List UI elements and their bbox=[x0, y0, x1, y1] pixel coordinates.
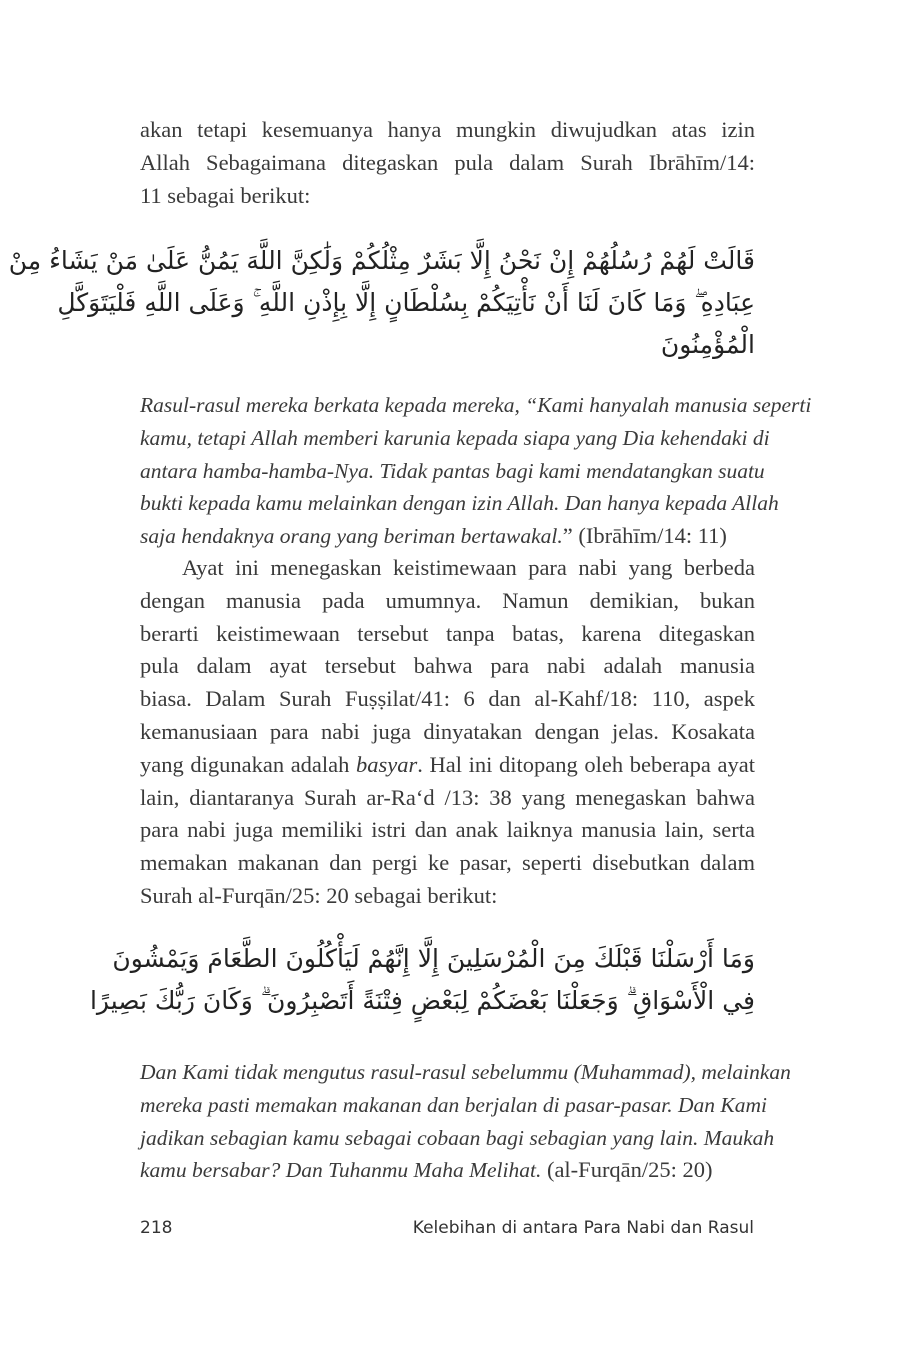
text-line: Rasul-rasul mereka berkata kepada mereka, “Kami hanyalah manusia seperti bbox=[140, 393, 812, 417]
text-line: Surah al-Furqān/25: 20 sebagai berikut: bbox=[140, 882, 498, 908]
text-line: Dan Kami tidak mengutus rasul-rasul sebelummu (Muhammad), melainkan bbox=[140, 1060, 791, 1084]
running-title: Kelebihan di antara Para Nabi dan Rasul bbox=[412, 1218, 754, 1238]
text-span: yang digunakan adalah bbox=[140, 751, 357, 777]
arabic-line: وَمَا أَرْسَلْنَا قَبْلَكَ مِنَ الْمُرْسَلِينَ إِلَّا إِنَّهُمْ لَيَأْكُلُونَ الطَّعَامَ وَيَمْشُونَ bbox=[112, 944, 755, 973]
text-span: . Hal ini ditopang oleh beberapa ayat bbox=[417, 751, 755, 777]
intro-paragraph bbox=[140, 114, 755, 212]
text-line: lain, diantaranya Surah ar-Ra‘d /13: 38 yang menegaskan bahwa bbox=[140, 784, 755, 810]
arabic-line: عِبَادِهِ ۖ وَمَا كَانَ لَنَا أَنْ نَأْتِيَكُمْ بِسُلْطَانٍ إِلَّا بِإِذْنِ اللَّهِ ۚ وَعَلَى اللَّهِ فَلْيَتَوَكَّلِ bbox=[57, 288, 755, 317]
arabic-verse-furqan bbox=[89, 938, 755, 1022]
text-line: mereka pasti memakan makanan dan berjalan di pasar-pasar. Dan Kami bbox=[140, 1092, 768, 1117]
text-line bbox=[140, 749, 755, 782]
text-line bbox=[140, 1154, 755, 1187]
text-line: dengan manusia pada umumnya. Namun demikian, bukan bbox=[140, 587, 755, 613]
text-line: akan tetapi kesemuanya hanya mungkin diwujudkan atas izin bbox=[140, 117, 755, 142]
text-line: kemanusiaan para nabi juga dinyatakan dengan jelas. Kosakata bbox=[140, 718, 755, 744]
verse-reference: (al-Furqān/25: 20) bbox=[541, 1157, 713, 1183]
text-line: bukti kepada kamu melainkan dengan izin Allah. Dan hanya kepada Allah bbox=[140, 491, 779, 516]
page-number: 218 bbox=[140, 1218, 173, 1238]
translation-text: kamu bersabar? Dan Tuhanmu Maha Melihat. bbox=[140, 1158, 542, 1183]
text-line: berarti keistimewaan tersebut tanpa batas, karena ditegaskan bbox=[140, 620, 755, 646]
arabic-line: الْمُؤْمِنُونَ bbox=[660, 330, 755, 359]
text-line: 11 sebagai berikut: bbox=[140, 182, 311, 208]
arabic-line: فِي الْأَسْوَاقِ ۗ وَجَعَلْنَا بَعْضَكُمْ لِبَعْضٍ فِتْنَةً أَتَصْبِرُونَ ۗ وَكَانَ رَبُّكَ بَصِيرًا bbox=[89, 986, 755, 1015]
translation-furqan bbox=[140, 1056, 791, 1187]
verse-reference: ” (Ibrāhīm/14: 11) bbox=[562, 523, 727, 549]
text-line bbox=[140, 520, 755, 553]
arabic-line: قَالَتْ لَهُمْ رُسُلُهُمْ إِنْ نَحْنُ إِلَّا بَشَرٌ مِثْلُكُمْ وَلَٰكِنَّ اللَّهَ يَمُنُّ عَلَىٰ مَنْ يَشَاءُ مِنْ bbox=[8, 246, 755, 275]
translation-ibrahim bbox=[140, 389, 812, 553]
body-paragraph bbox=[140, 552, 755, 913]
text-line: biasa. Dalam Surah Fuṣṣilat/41: 6 dan al-Kahf/18: 110, aspek bbox=[140, 686, 755, 712]
text-line: jadikan sebagian kamu sebagai cobaan bagi sebagian yang lain. Maukah bbox=[140, 1125, 775, 1150]
text-line: antara hamba-hamba-Nya. Tidak pantas bagi kami mendatangkan suatu bbox=[140, 458, 765, 483]
translation-text: saja hendaknya orang yang beriman bertawakal. bbox=[140, 524, 563, 549]
text-line: Ayat ini menegaskan keistimewaan para nabi yang berbeda bbox=[182, 555, 755, 580]
text-line: memakan makanan dan pergi ke pasar, seperti disebutkan dalam bbox=[140, 850, 755, 876]
term-basyar: basyar bbox=[356, 751, 418, 777]
arabic-verse-ibrahim bbox=[8, 240, 755, 366]
text-line: kamu, tetapi Allah memberi karunia kepada siapa yang Dia kehendaki di bbox=[140, 425, 770, 450]
text-line: Allah Sebagaimana ditegaskan pula dalam Surah Ibrāhīm/14: bbox=[140, 149, 755, 175]
text-line: para nabi juga memiliki istri dan anak laiknya manusia lain, serta bbox=[140, 817, 755, 843]
text-line: pula dalam ayat tersebut bahwa para nabi adalah manusia bbox=[140, 653, 755, 679]
